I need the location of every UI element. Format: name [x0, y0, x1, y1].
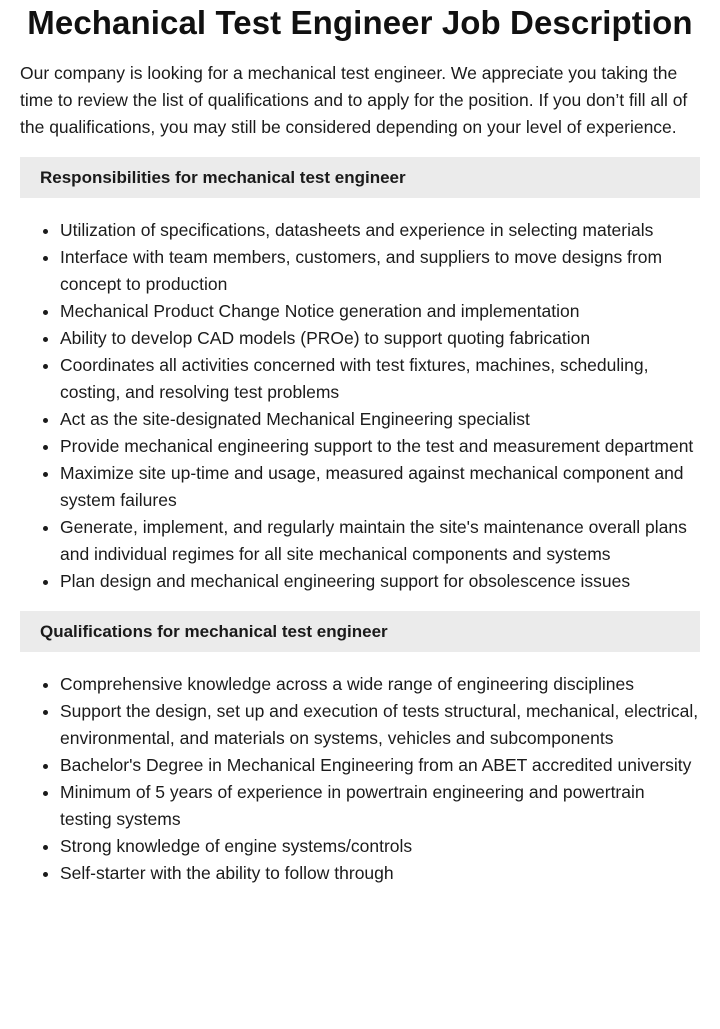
list-item: Provide mechanical engineering support to the test and measurement department	[60, 433, 700, 460]
qualifications-heading	[20, 611, 700, 652]
list-item: Ability to develop CAD models (PROe) to support quoting fabrication	[60, 325, 700, 352]
page-title: Mechanical Test Engineer Job Description	[27, 4, 693, 41]
qualifications-heading-text: Qualifications for mechanical test engineer	[40, 621, 388, 641]
list-item: Comprehensive knowledge across a wide range of engineering disciplines	[60, 671, 700, 698]
list-item: Self-starter with the ability to follow through	[60, 860, 700, 887]
responsibilities-list	[20, 217, 700, 595]
responsibilities-heading-text: Responsibilities for mechanical test engineer	[40, 167, 406, 187]
list-item: Bachelor's Degree in Mechanical Engineering from an ABET accredited university	[60, 752, 700, 779]
list-item: Support the design, set up and execution of tests structural, mechanical, electrical, environmental, and materials on systems, vehicles and subcomponents	[60, 698, 700, 752]
list-item: Interface with team members, customers, and suppliers to move designs from concept to production	[60, 244, 700, 298]
list-item: Act as the site-designated Mechanical Engineering specialist	[60, 406, 700, 433]
list-item: Generate, implement, and regularly maintain the site's maintenance overall plans and individual regimes for all site mechanical components and systems	[60, 514, 700, 568]
list-item: Minimum of 5 years of experience in powertrain engineering and powertrain testing systems	[60, 779, 700, 833]
list-item: Strong knowledge of engine systems/controls	[60, 833, 700, 860]
list-item: Utilization of specifications, datasheets and experience in selecting materials	[60, 217, 700, 244]
list-item: Maximize site up-time and usage, measured against mechanical component and system failures	[60, 460, 700, 514]
list-item: Plan design and mechanical engineering support for obsolescence issues	[60, 568, 700, 595]
intro-paragraph: Our company is looking for a mechanical test engineer. We appreciate you taking the time to review the list of qualifications and to apply for the position. If you don’t fill all of the qualifications, you may still be considered depending on your level of experience.	[20, 63, 688, 137]
qualifications-list	[20, 671, 700, 887]
list-item: Mechanical Product Change Notice generation and implementation	[60, 298, 700, 325]
list-item: Coordinates all activities concerned with test fixtures, machines, scheduling, costing, and resolving test problems	[60, 352, 700, 406]
responsibilities-heading	[20, 157, 700, 198]
